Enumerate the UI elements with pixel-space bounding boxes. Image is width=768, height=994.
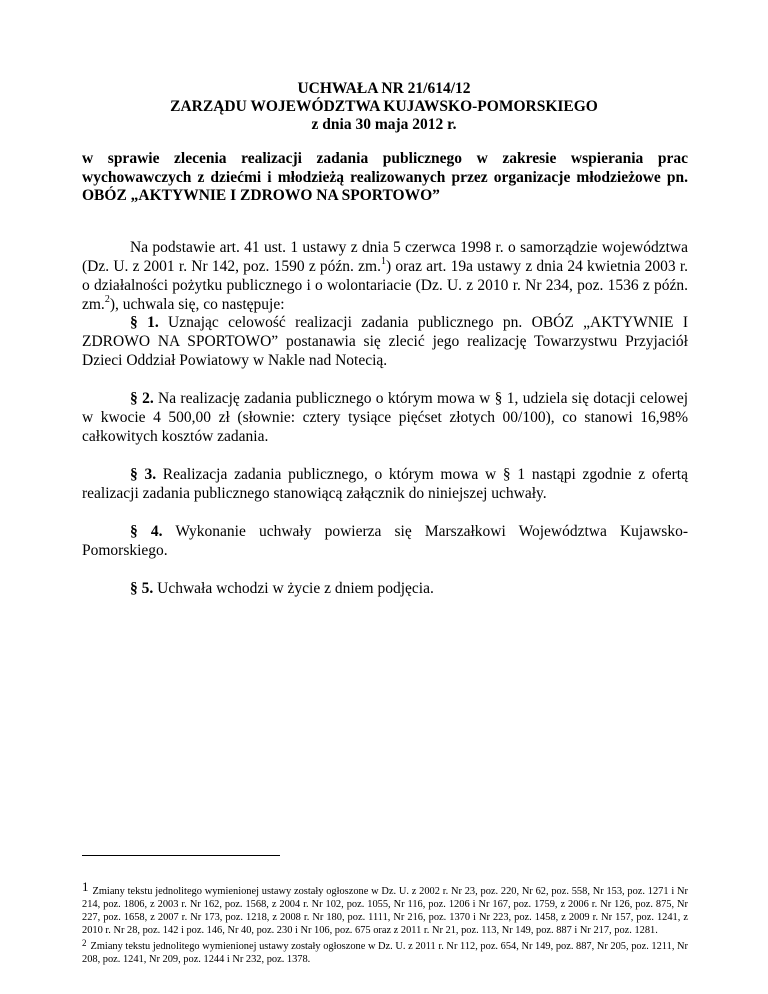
footnote-1 [82, 880, 688, 937]
section-text: Uchwała wchodzi w życie z dniem podjęcia. [153, 580, 434, 597]
footnote-mark: 2 [82, 938, 87, 948]
footnote-ref-1: 1 [380, 255, 386, 267]
resolution-subject: w sprawie zlecenia realizacji zadania publicznego w zakresie wspierania prac wychowawczych z dziećmi i młodzieżą realizowanych przez organizacje młodzieżowe pn. OBÓZ „AKTYWNIE I ZDROWO NA SPORTOWO” [82, 150, 688, 204]
footnote-text: Zmiany tekstu jednolitego wymienionej ustawy zostały ogłoszone w Dz. U. z 2002 r. Nr 23, poz. 220, Nr 62, poz. 558, Nr 153, poz. 1271 i Nr 214, poz. 1806, z 2003 r. Nr 162, poz. 1568, z 2004 r. Nr 102, poz. 1055, Nr 116, poz. 1206 i Nr 167, poz. 1759, z 2006 r. Nr 126, poz. 875, Nr 227, poz. 1658, z 2007 r. Nr 173, poz. 1218, z 2008 r. Nr 180, poz. 1111, Nr 216, poz. 1370 i Nr 223, poz. 1458, z 2009 r. Nr 157, poz. 1241, z 2010 r. Nr 28, poz. 142 i poz. 146, Nr 40, poz. 230 i Nr 106, poz. 675 oraz z 2011 r. Nr 21, poz. 113, Nr 149, poz. 887 i Nr 217, poz. 1281. [82, 886, 688, 936]
footnote-separator [82, 855, 280, 856]
preamble-text-c: ), uchwala się, co następuje: [109, 296, 285, 313]
section-5 [82, 579, 688, 598]
footnote-2 [82, 937, 688, 966]
footnote-mark: 1 [82, 879, 89, 894]
section-text: Wykonanie uchwały powierza się Marszałkowi Województwa Kujawsko-Pomorskiego. [82, 523, 689, 559]
section-mark: § 5. [130, 580, 154, 597]
section-4 [82, 522, 688, 560]
section-1 [82, 313, 688, 370]
preamble [82, 238, 688, 314]
resolution-number: UCHWAŁA NR 21/614/12 [297, 80, 471, 97]
resolution-header [0, 80, 768, 134]
section-mark: § 2. [130, 390, 154, 407]
section-3 [82, 465, 688, 503]
section-text: Realizacja zadania publicznego, o którym mowa w § 1 nastąpi zgodnie z ofertą realizacji zadania publicznego stanowiącą załącznik do niniejszej uchwały. [82, 466, 688, 502]
preamble-text-a: Na podstawie art. 41 ust. 1 ustawy z dnia 5 czerwca 1998 r. o samorządzie województwa (Dz. U. z 2001 r. Nr 142, poz. 1590 z późn. zm. [82, 239, 688, 275]
preamble-text-b: ) oraz art. 19a ustawy z dnia 24 kwietnia 2003 r. o działalności pożytku publicznego i o wolontariacie (Dz. U. z 2010 r. Nr 234, poz. 1536 z późn. zm. [82, 258, 688, 313]
section-mark: § 4. [130, 523, 163, 540]
footnote-ref-2: 2 [104, 293, 110, 305]
footnotes [82, 880, 688, 966]
resolution-date: z dnia 30 maja 2012 r. [311, 116, 457, 133]
issuing-body: ZARZĄDU WOJEWÓDZTWA KUJAWSKO-POMORSKIEGO [170, 98, 598, 115]
section-2 [82, 389, 688, 446]
section-text: Uznając celowość realizacji zadania publicznego pn. OBÓZ „AKTYWNIE I ZDROWO NA SPORTOWO” postanawia się zlecić jego realizację Towarzystwu Przyjaciół Dzieci Oddział Powiatowy w Nakle nad Notecią. [82, 314, 688, 369]
section-text: Na realizację zadania publicznego o którym mowa w § 1, udziela się dotacji celowej w kwocie 4 500,00 zł (słownie: cztery tysiące pięćset złotych 00/100), co stanowi 16,98% całkowitych kosztów zadania. [82, 390, 689, 445]
footnote-text: Zmiany tekstu jednolitego wymienionej ustawy zostały ogłoszone w Dz. U. z 2011 r. Nr 112, poz. 654, Nr 149, poz. 887, Nr 205, poz. 1211, Nr 208, poz. 1241, Nr 209, poz. 1244 i Nr 232, poz. 1378. [82, 941, 688, 965]
section-mark: § 1. [130, 314, 159, 331]
section-mark: § 3. [130, 466, 157, 483]
